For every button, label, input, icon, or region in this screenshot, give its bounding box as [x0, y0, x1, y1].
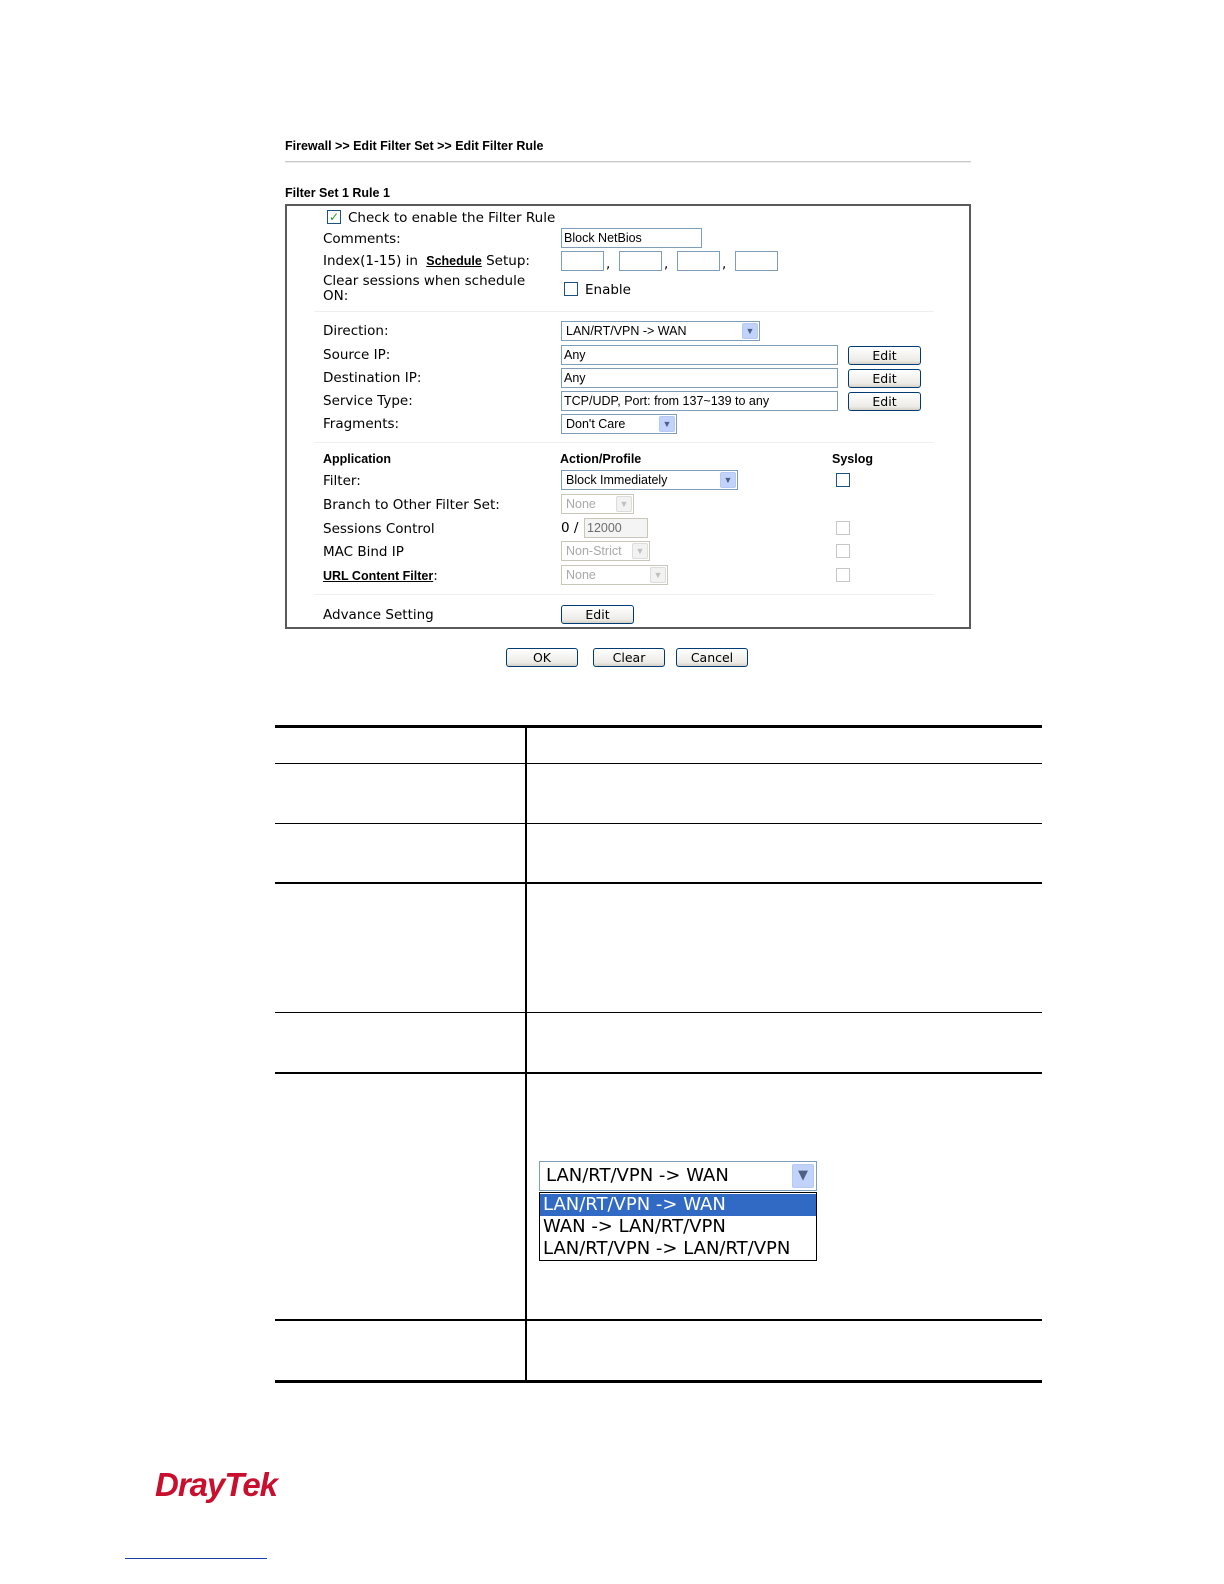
source-ip-label: Source IP:: [323, 347, 391, 363]
footer-rule: [125, 1558, 267, 1559]
direction-option[interactable]: WAN -> LAN/RT/VPN: [543, 1216, 726, 1237]
mac-bind-syslog-checkbox[interactable]: [836, 544, 850, 558]
table-row-divider: [275, 882, 1042, 884]
comments-label: Comments:: [323, 231, 401, 247]
sessions-syslog-checkbox[interactable]: [836, 521, 850, 535]
clear-button[interactable]: Clear: [593, 648, 665, 667]
clear-sessions-label-line1: Clear sessions when schedule: [323, 273, 526, 289]
schedule-index-1-input[interactable]: [561, 251, 604, 271]
direction-select-value: LAN/RT/VPN -> WAN: [566, 324, 687, 338]
mac-bind-label: MAC Bind IP: [323, 544, 404, 560]
schedule-index-4-input[interactable]: [735, 251, 778, 271]
direction-dropdown-list: [539, 1192, 817, 1261]
destination-ip-edit-button[interactable]: Edit: [848, 369, 921, 388]
schedule-label-prefix: Index(1-15) in: [323, 253, 418, 269]
direction-option[interactable]: LAN/RT/VPN -> LAN/RT/VPN: [543, 1238, 791, 1259]
fragments-select[interactable]: [561, 414, 677, 434]
table-row-divider: [275, 763, 1042, 764]
fragments-label: Fragments:: [323, 416, 400, 432]
direction-select[interactable]: [561, 321, 760, 341]
direction-option[interactable]: LAN/RT/VPN -> WAN: [540, 1194, 816, 1216]
service-type-edit-button[interactable]: Edit: [848, 392, 921, 411]
table-bottom-border: [275, 1380, 1042, 1383]
schedule-index-2-input[interactable]: [619, 251, 662, 271]
advance-edit-button[interactable]: Edit: [561, 605, 634, 624]
schedule-label: [323, 253, 530, 269]
direction-label: Direction:: [323, 323, 389, 339]
service-type-label: Service Type:: [323, 393, 413, 409]
chevron-down-icon: ▼: [632, 543, 648, 559]
chevron-down-icon: ▼: [742, 323, 758, 339]
sessions-limit-input[interactable]: 12000: [584, 518, 648, 538]
branch-select-value: None: [566, 497, 596, 511]
section-divider: [314, 594, 934, 595]
mac-bind-select[interactable]: [561, 541, 650, 561]
service-type-input[interactable]: TCP/UDP, Port: from 137~139 to any: [561, 391, 838, 411]
application-header: Application: [323, 452, 392, 466]
destination-ip-input[interactable]: Any: [561, 368, 838, 388]
clear-sessions-label-line2: ON:: [323, 288, 349, 304]
schedule-label-suffix: Setup:: [486, 253, 530, 269]
chevron-down-icon: ▼: [616, 496, 632, 512]
mac-bind-select-value: Non-Strict: [566, 544, 622, 558]
enable-rule-checkbox[interactable]: [327, 210, 341, 224]
source-ip-edit-button[interactable]: Edit: [848, 346, 921, 365]
branch-select[interactable]: [561, 494, 634, 514]
branch-label: Branch to Other Filter Set:: [323, 497, 500, 513]
table-row-divider: [275, 1319, 1042, 1321]
chevron-down-icon: ▼: [792, 1164, 814, 1188]
chevron-down-icon: ▼: [650, 567, 666, 583]
source-ip-input[interactable]: Any: [561, 345, 838, 365]
breadcrumb: Firewall >> Edit Filter Set >> Edit Filter Rule: [285, 139, 544, 153]
ok-button[interactable]: OK: [506, 648, 578, 667]
chevron-down-icon: ▼: [659, 416, 675, 432]
direction-dropdown-illustration[interactable]: [539, 1161, 817, 1191]
table-column-divider: [525, 727, 527, 1382]
filter-action-value: Block Immediately: [566, 473, 668, 487]
advance-setting-label: Advance Setting: [323, 607, 434, 623]
clear-sessions-checkbox[interactable]: [564, 282, 578, 296]
syslog-header: Syslog: [832, 452, 873, 466]
filter-action-select[interactable]: [561, 470, 738, 490]
filter-label: Filter:: [323, 473, 361, 489]
filter-syslog-checkbox[interactable]: [836, 473, 850, 487]
schedule-separator: ,: [606, 256, 611, 272]
url-filter-select[interactable]: [561, 565, 668, 585]
schedule-index-3-input[interactable]: [677, 251, 720, 271]
action-profile-header: Action/Profile: [560, 452, 642, 466]
fragments-select-value: Don't Care: [566, 417, 626, 431]
table-row-divider: [275, 823, 1042, 824]
cancel-button[interactable]: Cancel: [676, 648, 748, 667]
table-row-divider: [275, 1012, 1042, 1013]
url-content-filter-link[interactable]: URL Content Filter: [323, 569, 434, 583]
table-top-border: [275, 725, 1042, 728]
sessions-control-label: Sessions Control: [323, 521, 435, 537]
table-row-divider: [275, 1072, 1042, 1074]
schedule-link[interactable]: Schedule: [426, 254, 482, 268]
schedule-separator: ,: [664, 256, 669, 272]
destination-ip-label: Destination IP:: [323, 370, 422, 386]
url-filter-syslog-checkbox[interactable]: [836, 568, 850, 582]
url-filter-select-value: None: [566, 568, 596, 582]
clear-sessions-enable-label: Enable: [585, 282, 631, 298]
url-filter-label: [323, 568, 438, 584]
sessions-current: 0 /: [561, 520, 579, 536]
section-divider: [314, 442, 934, 443]
enable-rule-label: Check to enable the Filter Rule: [348, 210, 556, 226]
breadcrumb-divider: [285, 161, 971, 163]
filter-set-title: Filter Set 1 Rule 1: [285, 186, 390, 200]
draytek-logo: DrayTek: [155, 1466, 278, 1503]
section-divider: [314, 311, 934, 312]
comments-input[interactable]: Block NetBios: [561, 228, 702, 248]
url-filter-colon: :: [433, 568, 438, 584]
direction-dropdown-selected: LAN/RT/VPN -> WAN: [546, 1165, 729, 1186]
chevron-down-icon: ▼: [720, 472, 736, 488]
schedule-separator: ,: [722, 256, 727, 272]
